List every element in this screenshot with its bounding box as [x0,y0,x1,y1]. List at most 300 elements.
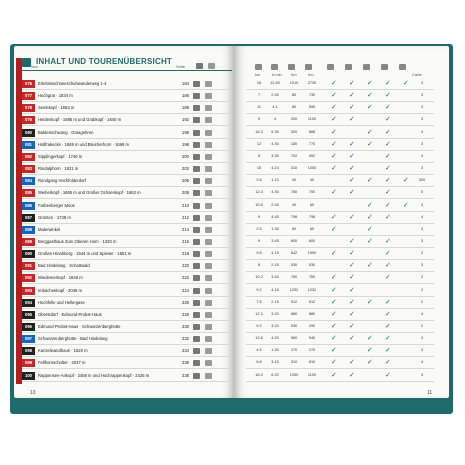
tour-stats-row [246,334,436,344]
duration-value: 3.20 [271,311,279,316]
row-divider [22,320,230,321]
check-icon: ✓ [349,91,355,100]
row-divider [246,162,434,163]
tour-page[interactable]: 206 [182,178,189,184]
duration-value: 4.45 [271,214,279,219]
difficulty-icon [205,239,212,245]
season-icon [193,130,200,136]
check-icon: ✓ [367,236,373,245]
tour-row[interactable] [22,225,234,235]
check-icon: ✓ [385,358,391,367]
clock-icon [271,64,278,70]
duration-value: 4.30 [271,141,279,146]
ascent-value: 40 [291,202,297,207]
tour-row[interactable] [22,213,234,223]
check-icon: ✓ [367,79,373,87]
check-icon: ✓ [349,103,355,112]
check-icon: ✓ [349,164,355,173]
duration-value: 6.20 [271,372,279,377]
tour-number-badge: 089 [22,238,35,246]
check-icon: ✓ [385,91,391,100]
check-icon: ✓ [367,297,373,306]
row-divider [22,344,230,345]
tour-name[interactable]: Imbachenkopf · 2048 m [38,287,82,293]
season-icon [193,312,200,318]
check-icon: ✓ [367,139,373,148]
tour-number-badge: 097 [22,335,35,343]
difficulty-icon [205,154,212,160]
season-icon [193,178,200,184]
duration-value: 1.30 [271,226,279,231]
tour-page[interactable]: 228 [182,311,189,317]
distance-value: 7.5 [256,299,262,304]
tour-stats-row [246,298,436,308]
tour-page[interactable]: 226 [182,299,189,305]
season-icon [193,203,200,209]
ascent-value: 842 [290,251,298,256]
tour-stats-row [246,237,436,247]
season-icon [193,300,200,306]
descent-value: 40 [309,178,315,183]
distance-value: 9 [257,117,261,122]
tour-name[interactable]: Schwarzenberghütte · Bad Hindelang [38,336,108,342]
distance-value: 18.3 [255,129,263,134]
tour-page[interactable]: 214 [182,226,189,232]
duration-value: 3.30 [271,153,279,158]
check-icon: ✓ [331,151,337,160]
row-divider [22,125,230,126]
tour-name[interactable]: Hollfrakecks · 1669 m und Bleicherhorn · 1669 m [38,141,130,147]
check-icon: ✓ [349,115,355,124]
tour-row[interactable] [22,188,234,198]
season-icon [193,81,200,87]
difficulty-icon [205,336,212,342]
map-value: 300 [418,178,426,183]
tour-number-badge: 083 [22,165,35,173]
left-page-number: 10 [30,390,36,396]
season-icon [193,348,200,354]
check-icon: ✓ [331,188,337,197]
descent-value: 770 [308,141,316,146]
row-divider [246,174,434,175]
check-icon: ✓ [385,127,391,136]
tour-page[interactable]: 202 [182,166,189,172]
time-column-header: h:min [272,72,282,77]
descent-value: 290 [308,324,316,328]
hut-icon [345,64,352,70]
tour-name[interactable]: Rindalphorn · 1821 m [38,166,79,172]
tour-number-badge: 092 [22,274,35,282]
tour-row[interactable] [22,298,234,308]
tour-page[interactable]: 192 [182,117,189,123]
tour-number-badge: 100 [22,372,35,380]
tour-row[interactable] [22,91,234,101]
check-icon: ✓ [331,285,337,294]
descent-column-header: hm [308,72,314,77]
tour-row[interactable] [22,286,234,296]
tour-row[interactable] [22,273,234,283]
check-icon: ✓ [385,346,391,355]
check-icon: ✓ [385,164,391,173]
ascent-value: 40 [291,178,297,183]
tour-name[interactable]: Wiedemerkopf · 1646 m [38,275,83,281]
tour-name[interactable]: Erlebnisschneeschuhwanderweg 1-4 [38,81,107,86]
tour-row[interactable] [22,334,234,344]
duration-value: 4.15 [271,287,279,292]
ascent-value: 80 [291,105,297,110]
map-value: 4 [420,311,424,316]
tour-page[interactable]: 220 [182,263,189,269]
tour-name[interactable]: Großes Hinahberg · 1644 m und Spieser · 1651 m [38,251,132,257]
ascent-value: 1232 [289,287,299,292]
check-icon: ✓ [385,115,391,124]
descent-value: 270 [308,348,316,353]
tour-number-badge: 084 [22,177,35,185]
descent-value: 940 [308,336,316,341]
tour-name[interactable]: Oberstdorf · Edmund-Probst-Haus [38,311,102,317]
tour-name[interactable]: Fellhornschulter · 2037 m [38,360,86,366]
difficulty-icon [205,312,212,318]
ascent-value: 1050 [289,372,299,377]
tour-name[interactable]: Kanzelwandhaus · 1520 m [38,348,88,354]
distance-value: 16 [256,81,262,85]
distance-value: 9 [257,238,261,243]
distance-value: 11 [257,105,261,110]
check-icon: ✓ [331,79,337,87]
row-divider [22,162,230,163]
tour-name[interactable]: Baldenschwang · Grasgehren [38,129,94,135]
duration-value: 4.1 [272,105,278,110]
row-divider [246,296,434,297]
check-icon: ✓ [331,115,337,124]
distance-value: 15 [256,166,262,171]
row-divider [22,89,230,90]
tour-page[interactable]: 218 [182,251,189,257]
map-value: 4 [420,129,424,134]
tour-row[interactable] [22,322,234,332]
distance-icon [255,64,262,70]
descent-value: 595 [308,105,316,110]
map-value: 2 [420,287,424,292]
check-icon: ✓ [349,261,355,270]
check-icon: ✓ [331,139,337,148]
map-value: 3 [420,81,424,85]
check-icon: ✓ [349,79,355,87]
check-icon: ✓ [367,358,373,367]
row-divider [22,381,230,382]
tour-page[interactable]: 232 [182,336,189,342]
check-icon: ✓ [385,236,391,245]
ascent-value: 600 [290,238,298,243]
check-icon: ✓ [331,224,337,233]
tour-row[interactable] [22,115,234,125]
map-value: 2 [420,324,424,328]
check-icon: ✓ [331,91,337,100]
duration-value: 4.20 [271,336,279,341]
duration-value: 2.15 [271,299,279,304]
tour-row[interactable] [22,128,234,138]
check-icon: ✓ [331,297,337,306]
duration-value: 4 [273,117,277,122]
tour-name[interactable]: Seelekopf · 1663 m [38,105,75,111]
tour-stats-row [246,286,436,296]
row-divider [246,381,434,382]
check-icon: ✓ [385,309,391,318]
tour-page[interactable]: 186 [182,93,189,99]
difficulty-icon [205,105,212,111]
tour-stats-row [246,225,436,235]
tour-row[interactable] [22,346,234,356]
tour-number-badge: 099 [22,359,35,367]
descent-value: 530 [308,263,316,268]
tour-row[interactable] [22,371,234,381]
tour-row[interactable] [22,261,234,271]
row-divider [246,150,434,151]
check-icon: ✓ [349,236,355,245]
season-icon [193,93,200,99]
tour-name[interactable]: Weiherkopf · 1665 m und Großer Ochsenkopf · 1662 m [38,190,141,196]
distance-value: 10.6 [255,202,263,207]
difficulty-icon [205,275,212,281]
ascent-value: 180 [290,141,298,146]
check-icon: ✓ [349,297,355,306]
map-value: 2 [420,251,424,256]
tour-stats-row [246,273,436,283]
season-icon [193,251,200,257]
tour-number-badge: 086 [22,202,35,210]
check-icon: ✓ [385,322,391,330]
row-divider [246,271,434,272]
check-icon: ✓ [349,309,355,318]
map-value: 5 [420,190,424,195]
season-icon [193,360,200,366]
difficulty-icon [205,93,212,99]
distance-value: 4.5 [256,348,262,353]
tour-stats-row [246,188,436,198]
descent-value: 1100 [307,372,317,377]
tour-stats-row [246,249,436,259]
season-icon [193,227,200,233]
map-value: 3 [420,238,424,243]
distance-value: 18.3 [255,372,263,377]
tour-name[interactable]: Heidenkopf · 1685 m und Grabkopf · 1640 m [38,117,122,123]
check-icon: ✓ [349,139,355,148]
check-icon: ✓ [403,200,409,209]
season-icon [193,336,200,342]
check-icon: ✓ [385,273,391,282]
tour-stats-row [246,310,436,320]
duration-value: 12.45 [270,81,280,85]
difficulty-icon [205,360,212,366]
tour-name[interactable]: Grünten · 1738 m [38,214,71,220]
tour-row[interactable] [22,176,234,186]
check-icon: ✓ [349,151,355,160]
tour-number-badge: 076 [22,80,35,88]
tour-number-badge: 087 [22,214,35,222]
season-icon [193,239,200,245]
season-icon [193,105,200,111]
distance-value: 12 [256,141,262,146]
check-icon: ✓ [349,249,355,258]
row-divider [22,259,230,260]
row-divider [22,150,230,151]
tour-number-badge: 088 [22,226,35,234]
tour-page[interactable]: 216 [182,238,189,244]
tour-row[interactable] [22,249,234,259]
ascent-value: 702 [290,153,298,158]
tour-page[interactable]: 222 [182,275,189,281]
tour-name[interactable]: Edmund-Probst-Haus · Schwarzenberghütte [38,324,121,329]
page-column-header: Seite [176,64,186,69]
check-icon: ✓ [331,127,337,136]
tour-number-badge: 080 [22,129,35,137]
tour-stats-row [246,115,436,125]
season-icon [193,324,200,330]
descent-value: 60 [309,226,315,231]
tour-number-badge: 082 [22,153,35,161]
row-divider [246,235,434,236]
tour-page[interactable]: 198 [182,141,189,147]
check-icon: ✓ [385,200,391,209]
check-icon: ✓ [385,370,391,379]
tour-name[interactable]: Rundgang Hochfolderdorf [38,178,86,184]
tour-row[interactable] [22,103,234,113]
distance-value: 9.2 [256,324,262,328]
tour-stats-row [246,79,436,89]
tour-page[interactable]: 234 [182,348,189,354]
tour-stats-row [246,128,436,138]
ascent-value: 530 [290,324,298,328]
tour-page[interactable]: 200 [182,153,189,159]
difficulty-icon [205,81,212,87]
season-icon [193,154,200,160]
tour-stats-row [246,140,436,150]
duration-value: 2.45 [271,202,279,207]
row-divider [22,186,230,187]
map-value: 4 [420,214,424,219]
tour-number-badge: 079 [22,116,35,124]
tour-page[interactable]: 212 [182,214,189,220]
row-divider [22,308,230,309]
tour-number-badge: 090 [22,250,35,258]
map-value: 3 [420,166,424,171]
tour-number-badge: 094 [22,299,35,307]
lift-icon [327,64,334,70]
check-icon: ✓ [367,261,373,270]
tour-row[interactable] [22,164,234,174]
row-divider [246,211,434,212]
difficulty-icon [205,300,212,306]
tour-stats-row [246,371,436,381]
ascent-value: 80 [291,93,297,98]
tour-row[interactable] [22,140,234,150]
tour-name[interactable]: Berggasthaus Zum Oberen Horn · 1320 m [38,238,117,244]
row-divider [246,186,434,187]
check-icon: ✓ [331,358,337,367]
ascent-value: 512 [290,299,298,304]
tour-name[interactable]: Farbenberger Moos [38,202,75,208]
check-icon: ✓ [349,358,355,367]
map-value: 3 [420,105,424,110]
tour-name[interactable]: Malerwinkel [38,226,61,232]
check-icon: ✓ [331,212,337,221]
map-value: 3 [420,336,424,341]
tour-name[interactable]: Rappensee-Ankopf · 2459 m und Hochrappenkopf · 2425 m [38,372,150,378]
row-divider [246,283,434,284]
tour-page[interactable]: 236 [182,360,189,366]
tour-row[interactable] [22,152,234,162]
tour-page[interactable]: 210 [182,202,189,208]
distance-value: 2.5 [256,226,262,231]
tour-number-badge: 081 [22,141,35,149]
tour-name[interactable]: Bad Hindelang · Schattwald [38,263,90,269]
row-divider [246,308,434,309]
tour-row[interactable] [22,237,234,247]
check-icon: ✓ [349,273,355,282]
tour-name[interactable]: Sipplingerkopf · 1746 m [38,153,83,159]
tour-page[interactable]: 224 [182,287,189,293]
tour-page[interactable]: 196 [182,129,189,135]
tour-row[interactable] [22,310,234,320]
difficulty-icon [205,373,212,379]
season-icon [193,288,200,294]
check-icon: ✓ [331,370,337,379]
distance-value: 2.8 [256,178,262,183]
distance-value: 12.3 [255,311,263,316]
check-icon: ✓ [331,249,337,258]
distance-value: 6.8 [256,360,262,365]
row-divider [246,101,434,102]
check-icon: ✓ [367,224,373,233]
tour-number-badge: 093 [22,287,35,295]
row-divider [22,332,230,333]
tour-name[interactable]: Hochfelle und Hellergase [38,299,85,305]
check-icon: ✓ [349,188,355,197]
check-icon: ✓ [349,334,355,343]
difficulty-icon [205,142,212,148]
tour-page[interactable]: 208 [182,190,189,196]
tour-row[interactable] [22,358,234,368]
tour-number-badge: 078 [22,104,35,112]
distance-value: 9.5 [256,251,262,256]
difficulty-icon [205,227,212,233]
tour-page[interactable]: 230 [182,324,189,329]
check-icon: ✓ [331,322,337,330]
page-title: INHALT UND TOURENÜBERSICHT [36,57,173,66]
ascent-value: 798 [290,214,298,219]
tour-stats-row [246,358,436,368]
tour-page[interactable]: 184 [182,81,189,86]
check-icon: ✓ [349,176,355,185]
row-divider [246,198,434,199]
tour-row[interactable] [22,79,234,89]
row-divider [22,101,230,102]
difficulty-icon [205,203,212,209]
tour-row[interactable] [22,201,234,211]
tour-page[interactable]: 238 [182,372,189,378]
check-icon: ✓ [367,103,373,112]
tour-stats-row [246,164,436,174]
check-icon: ✓ [403,79,409,87]
difficulty-icon [205,178,212,184]
season-icon [193,190,200,196]
tour-page[interactable]: 189 [182,105,189,111]
check-icon: ✓ [367,91,373,100]
tour-name[interactable]: Hochgrat · 1834 m [38,93,73,99]
check-icon: ✓ [349,212,355,221]
tour-stats-row [246,176,436,186]
row-divider [22,283,230,284]
